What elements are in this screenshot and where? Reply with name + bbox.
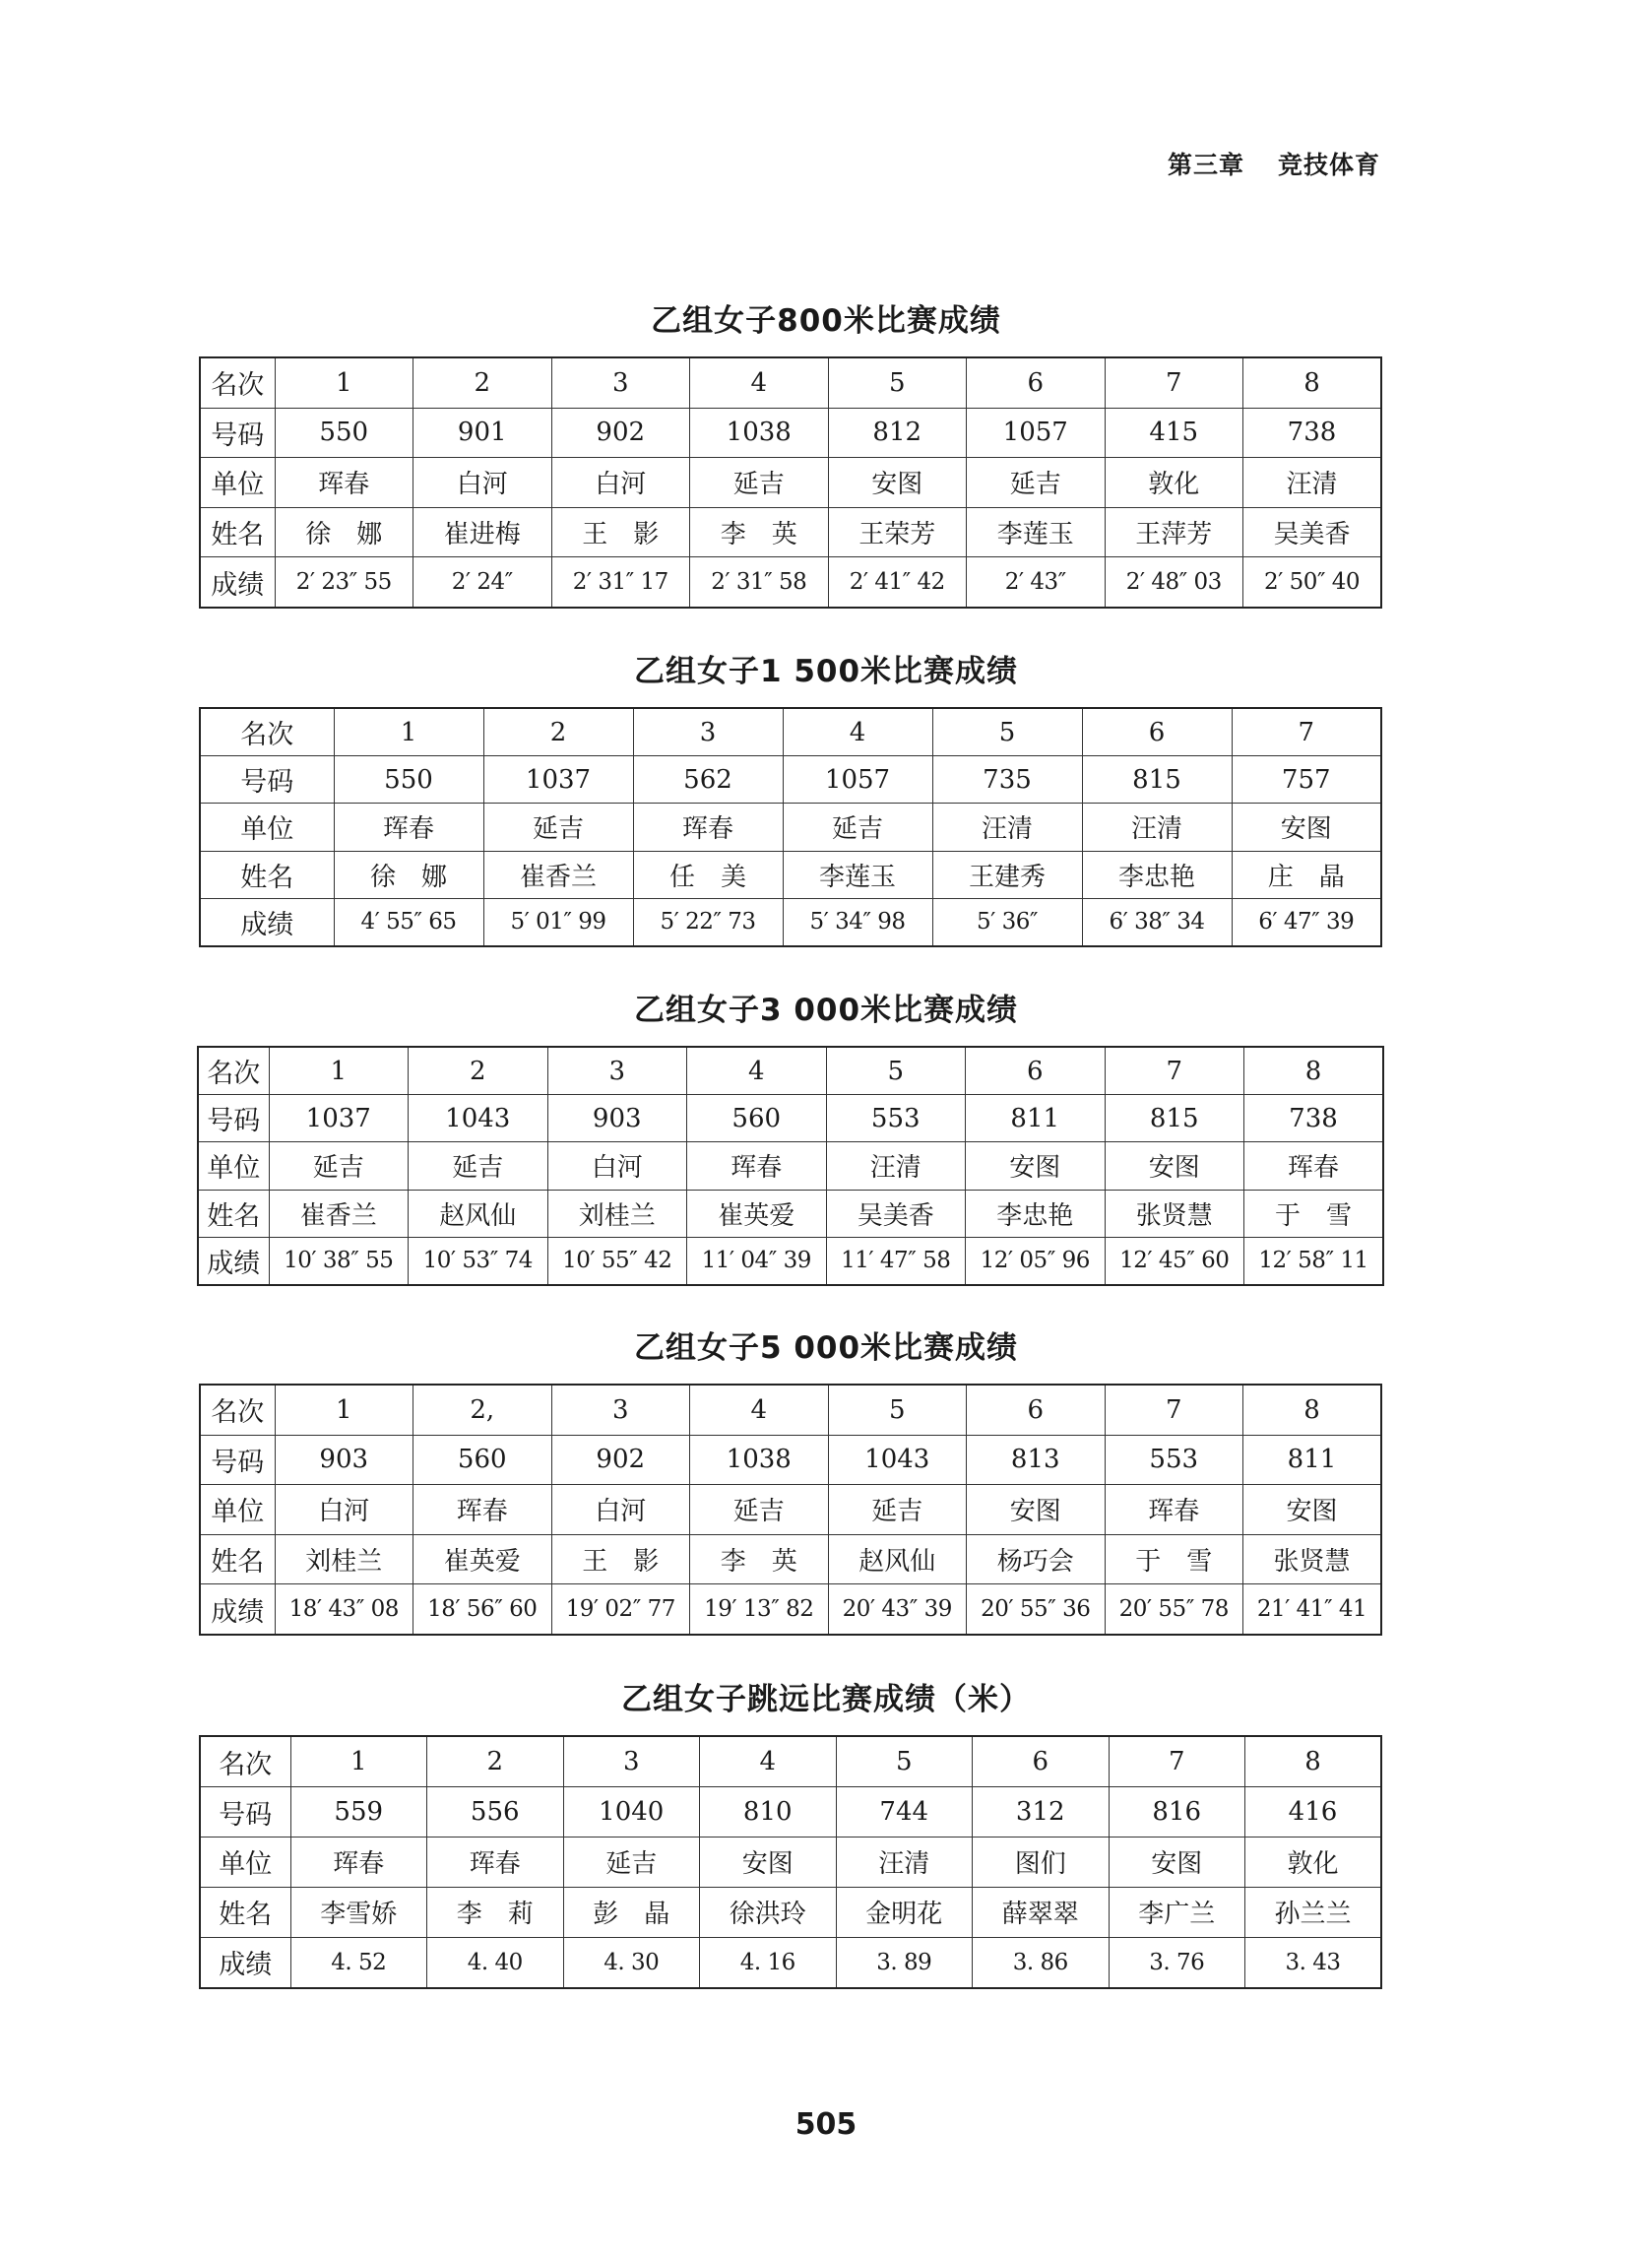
cell-name: 王萍芳	[1105, 507, 1243, 557]
cell-number: 903	[275, 1435, 413, 1485]
row-label: 成绩	[200, 898, 334, 946]
cell-number: 744	[836, 1787, 973, 1838]
row-label: 单位	[200, 804, 334, 851]
name-row	[200, 1887, 1381, 1937]
cell-name: 李莲玉	[967, 507, 1106, 557]
cell-unit: 安图	[1243, 1485, 1382, 1535]
cell-name: 吴美香	[826, 1190, 966, 1237]
cell-name: 李 英	[690, 507, 829, 557]
cell-name: 薛翠翠	[973, 1887, 1110, 1937]
cell-number: 562	[633, 756, 783, 804]
cell-rank: 1	[275, 357, 413, 408]
number-row	[200, 408, 1381, 458]
unit-row	[200, 458, 1381, 508]
cell-score: 3. 43	[1245, 1937, 1382, 1988]
cell-name: 李 莉	[427, 1887, 564, 1937]
cell-score: 11′ 04″ 39	[687, 1237, 827, 1285]
cell-number: 1057	[783, 756, 932, 804]
cell-score: 19′ 02″ 77	[551, 1584, 690, 1635]
cell-score: 2′ 41″ 42	[828, 557, 967, 608]
cell-name: 刘桂兰	[547, 1190, 687, 1237]
row-label: 号码	[200, 756, 334, 804]
number-row	[200, 1435, 1381, 1485]
number-row	[198, 1095, 1383, 1142]
cell-score: 19′ 13″ 82	[690, 1584, 829, 1635]
cell-number: 1040	[563, 1787, 700, 1838]
cell-rank: 5	[826, 1047, 966, 1095]
cell-name: 李广兰	[1109, 1887, 1245, 1937]
name-row	[200, 507, 1381, 557]
cell-score: 6′ 47″ 39	[1232, 898, 1381, 946]
cell-name: 赵风仙	[409, 1190, 548, 1237]
rank-row	[200, 708, 1381, 756]
score-row	[198, 1237, 1383, 1285]
cell-number: 1037	[483, 756, 633, 804]
cell-unit: 敦化	[1245, 1838, 1382, 1888]
cell-number: 550	[275, 408, 413, 458]
cell-unit: 白河	[547, 1142, 687, 1190]
cell-number: 1037	[269, 1095, 409, 1142]
cell-name: 彭 晶	[563, 1887, 700, 1937]
cell-rank: 1	[290, 1736, 427, 1787]
cell-rank: 2	[427, 1736, 564, 1787]
cell-number: 810	[700, 1787, 837, 1838]
cell-rank: 8	[1243, 1385, 1382, 1435]
cell-name: 王建秀	[932, 851, 1082, 898]
cell-unit: 汪清	[932, 804, 1082, 851]
cell-number: 738	[1244, 1095, 1384, 1142]
rank-row	[198, 1047, 1383, 1095]
cell-rank: 4	[690, 357, 829, 408]
cell-score: 3. 86	[973, 1937, 1110, 1988]
table-title-long-jump: 乙组女子跳远比赛成绩（米）	[621, 1682, 1031, 1717]
cell-name: 徐 娜	[334, 851, 483, 898]
cell-rank: 2	[483, 708, 633, 756]
cell-rank: 7	[1232, 708, 1381, 756]
section-5000m	[0, 1322, 1652, 1367]
row-label: 名次	[200, 1385, 275, 1435]
cell-unit: 安图	[1232, 804, 1381, 851]
rank-row	[200, 357, 1381, 408]
row-label: 名次	[200, 357, 275, 408]
cell-rank: 1	[275, 1385, 413, 1435]
section-1500m	[0, 646, 1652, 690]
unit-row	[200, 804, 1381, 851]
chapter-title: 竞技体育	[1277, 151, 1380, 179]
cell-number: 560	[413, 1435, 552, 1485]
cell-name: 孙兰兰	[1245, 1887, 1382, 1937]
cell-rank: 5	[828, 357, 967, 408]
cell-rank: 3	[563, 1736, 700, 1787]
row-label: 单位	[200, 1485, 275, 1535]
cell-rank: 7	[1109, 1736, 1245, 1787]
cell-name: 刘桂兰	[275, 1534, 413, 1584]
cell-unit: 延吉	[690, 458, 829, 508]
cell-rank: 8	[1244, 1047, 1384, 1095]
cell-rank: 7	[1105, 1385, 1243, 1435]
cell-rank: 8	[1243, 357, 1382, 408]
cell-unit: 珲春	[413, 1485, 552, 1535]
results-table-long-jump	[199, 1735, 1382, 1989]
row-label: 单位	[198, 1142, 269, 1190]
cell-name: 张贤慧	[1243, 1534, 1382, 1584]
cell-unit: 安图	[1109, 1838, 1245, 1888]
cell-score: 10′ 38″ 55	[269, 1237, 409, 1285]
cell-rank: 5	[828, 1385, 967, 1435]
cell-name: 王荣芳	[828, 507, 967, 557]
cell-score: 3. 76	[1109, 1937, 1245, 1988]
cell-unit: 延吉	[690, 1485, 829, 1535]
unit-row	[198, 1142, 1383, 1190]
cell-rank: 5	[932, 708, 1082, 756]
cell-number: 416	[1245, 1787, 1382, 1838]
cell-score: 20′ 55″ 36	[967, 1584, 1106, 1635]
cell-rank: 2,	[413, 1385, 552, 1435]
cell-rank: 4	[690, 1385, 829, 1435]
cell-number: 757	[1232, 756, 1381, 804]
cell-rank: 3	[551, 357, 690, 408]
cell-name: 杨巧会	[967, 1534, 1106, 1584]
cell-unit: 安图	[966, 1142, 1106, 1190]
cell-rank: 1	[269, 1047, 409, 1095]
cell-number: 1038	[690, 1435, 829, 1485]
cell-score: 2′ 31″ 17	[551, 557, 690, 608]
cell-score: 11′ 47″ 58	[826, 1237, 966, 1285]
cell-number: 902	[551, 408, 690, 458]
rank-row	[200, 1385, 1381, 1435]
cell-unit: 延吉	[967, 458, 1106, 508]
cell-score: 10′ 53″ 74	[409, 1237, 548, 1285]
cell-unit: 珲春	[275, 458, 413, 508]
results-table-3000m	[197, 1046, 1384, 1286]
cell-number: 735	[932, 756, 1082, 804]
row-label: 名次	[200, 1736, 290, 1787]
cell-score: 5′ 22″ 73	[633, 898, 783, 946]
cell-unit: 延吉	[483, 804, 633, 851]
row-label: 姓名	[200, 507, 275, 557]
cell-unit: 珲春	[334, 804, 483, 851]
cell-rank: 7	[1105, 1047, 1244, 1095]
cell-number: 553	[826, 1095, 966, 1142]
score-row	[200, 557, 1381, 608]
cell-score: 12′ 45″ 60	[1105, 1237, 1244, 1285]
cell-score: 10′ 55″ 42	[547, 1237, 687, 1285]
cell-unit: 汪清	[1082, 804, 1232, 851]
cell-number: 901	[413, 408, 552, 458]
number-row	[200, 1787, 1381, 1838]
cell-score: 2′ 24″	[413, 557, 552, 608]
cell-unit: 敦化	[1105, 458, 1243, 508]
cell-number: 1038	[690, 408, 829, 458]
rank-row	[200, 1736, 1381, 1787]
cell-score: 12′ 58″ 11	[1244, 1237, 1384, 1285]
row-label: 号码	[200, 1435, 275, 1485]
cell-score: 2′ 48″ 03	[1105, 557, 1243, 608]
cell-rank: 6	[967, 357, 1106, 408]
cell-unit: 珲春	[1105, 1485, 1243, 1535]
cell-number: 1043	[409, 1095, 548, 1142]
name-row	[198, 1190, 1383, 1237]
cell-score: 3. 89	[836, 1937, 973, 1988]
cell-number: 559	[290, 1787, 427, 1838]
cell-name: 徐洪玲	[700, 1887, 837, 1937]
cell-number: 813	[967, 1435, 1106, 1485]
cell-unit: 白河	[551, 458, 690, 508]
cell-unit: 安图	[1105, 1142, 1244, 1190]
cell-name: 崔英爱	[413, 1534, 552, 1584]
cell-number: 902	[551, 1435, 690, 1485]
row-label: 号码	[198, 1095, 269, 1142]
cell-score: 2′ 43″	[967, 557, 1106, 608]
cell-name: 王 影	[551, 507, 690, 557]
cell-score: 20′ 55″ 78	[1105, 1584, 1243, 1635]
cell-unit: 延吉	[409, 1142, 548, 1190]
cell-unit: 安图	[700, 1838, 837, 1888]
cell-name: 吴美香	[1243, 507, 1382, 557]
number-row	[200, 756, 1381, 804]
score-row	[200, 898, 1381, 946]
cell-rank: 6	[966, 1047, 1106, 1095]
row-label: 名次	[198, 1047, 269, 1095]
cell-rank: 3	[633, 708, 783, 756]
cell-unit: 安图	[828, 458, 967, 508]
cell-rank: 8	[1245, 1736, 1382, 1787]
cell-number: 812	[828, 408, 967, 458]
cell-number: 816	[1109, 1787, 1245, 1838]
chapter-label: 第三章	[1167, 151, 1244, 179]
cell-unit: 延吉	[269, 1142, 409, 1190]
cell-number: 815	[1105, 1095, 1244, 1142]
cell-score: 5′ 36″	[932, 898, 1082, 946]
cell-name: 崔英爱	[687, 1190, 827, 1237]
cell-name: 任 美	[633, 851, 783, 898]
cell-number: 560	[687, 1095, 827, 1142]
cell-name: 崔进梅	[413, 507, 552, 557]
cell-name: 李忠艳	[966, 1190, 1106, 1237]
cell-unit: 白河	[413, 458, 552, 508]
cell-unit: 延吉	[563, 1838, 700, 1888]
cell-unit: 汪清	[826, 1142, 966, 1190]
cell-number: 312	[973, 1787, 1110, 1838]
cell-name: 崔香兰	[483, 851, 633, 898]
cell-number: 815	[1082, 756, 1232, 804]
cell-number: 1043	[828, 1435, 967, 1485]
section-3000m	[0, 985, 1652, 1029]
row-label: 姓名	[198, 1190, 269, 1237]
cell-name: 徐 娜	[275, 507, 413, 557]
cell-name: 金明花	[836, 1887, 973, 1937]
cell-rank: 4	[783, 708, 932, 756]
cell-score: 5′ 34″ 98	[783, 898, 932, 946]
row-label: 姓名	[200, 1887, 290, 1937]
cell-number: 1057	[967, 408, 1106, 458]
cell-name: 于 雪	[1244, 1190, 1384, 1237]
cell-unit: 白河	[551, 1485, 690, 1535]
cell-rank: 3	[547, 1047, 687, 1095]
cell-number: 903	[547, 1095, 687, 1142]
cell-number: 556	[427, 1787, 564, 1838]
cell-unit: 白河	[275, 1485, 413, 1535]
cell-name: 崔香兰	[269, 1190, 409, 1237]
row-label: 单位	[200, 1838, 290, 1888]
cell-rank: 4	[700, 1736, 837, 1787]
cell-score: 21′ 41″ 41	[1243, 1584, 1382, 1635]
cell-score: 5′ 01″ 99	[483, 898, 633, 946]
cell-number: 811	[966, 1095, 1106, 1142]
cell-rank: 7	[1105, 357, 1243, 408]
cell-name: 李忠艳	[1082, 851, 1232, 898]
cell-unit: 安图	[967, 1485, 1106, 1535]
cell-unit: 珲春	[1244, 1142, 1384, 1190]
cell-score: 4′ 55″ 65	[334, 898, 483, 946]
cell-rank: 2	[413, 357, 552, 408]
cell-score: 18′ 56″ 60	[413, 1584, 552, 1635]
results-table-1500m	[199, 707, 1382, 947]
cell-rank: 6	[967, 1385, 1106, 1435]
cell-score: 2′ 31″ 58	[690, 557, 829, 608]
cell-name: 李 英	[690, 1534, 829, 1584]
cell-score: 4. 30	[563, 1937, 700, 1988]
name-row	[200, 1534, 1381, 1584]
cell-rank: 4	[687, 1047, 827, 1095]
cell-name: 李莲玉	[783, 851, 932, 898]
results-table-5000m	[199, 1384, 1382, 1636]
cell-rank: 6	[973, 1736, 1110, 1787]
cell-unit: 珲春	[687, 1142, 827, 1190]
row-label: 名次	[200, 708, 334, 756]
row-label: 号码	[200, 408, 275, 458]
cell-score: 4. 40	[427, 1937, 564, 1988]
cell-name: 李雪娇	[290, 1887, 427, 1937]
cell-number: 553	[1105, 1435, 1243, 1485]
results-table-800m	[199, 356, 1382, 609]
cell-name: 赵风仙	[828, 1534, 967, 1584]
unit-row	[200, 1485, 1381, 1535]
cell-rank: 2	[409, 1047, 548, 1095]
cell-score: 4. 52	[290, 1937, 427, 1988]
row-label: 姓名	[200, 851, 334, 898]
table-title-1500m: 乙组女子1 500米比赛成绩	[633, 654, 1019, 689]
cell-unit: 珲春	[427, 1838, 564, 1888]
name-row	[200, 851, 1381, 898]
cell-score: 2′ 50″ 40	[1243, 557, 1382, 608]
row-label: 成绩	[198, 1237, 269, 1285]
score-row	[200, 1584, 1381, 1635]
row-label: 成绩	[200, 557, 275, 608]
cell-number: 415	[1105, 408, 1243, 458]
cell-unit: 延吉	[828, 1485, 967, 1535]
cell-unit: 图们	[973, 1838, 1110, 1888]
page-header	[1168, 146, 1380, 181]
cell-score: 12′ 05″ 96	[966, 1237, 1106, 1285]
cell-name: 张贤慧	[1105, 1190, 1244, 1237]
row-label: 姓名	[200, 1534, 275, 1584]
cell-rank: 1	[334, 708, 483, 756]
score-row	[200, 1937, 1381, 1988]
cell-score: 4. 16	[700, 1937, 837, 1988]
row-label: 号码	[200, 1787, 290, 1838]
cell-rank: 5	[836, 1736, 973, 1787]
unit-row	[200, 1838, 1381, 1888]
section-800m	[0, 295, 1652, 340]
cell-number: 811	[1243, 1435, 1382, 1485]
cell-number: 738	[1243, 408, 1382, 458]
cell-unit: 珲春	[290, 1838, 427, 1888]
cell-unit: 延吉	[783, 804, 932, 851]
cell-number: 550	[334, 756, 483, 804]
cell-unit: 汪清	[836, 1838, 973, 1888]
cell-name: 庄 晶	[1232, 851, 1381, 898]
row-label: 成绩	[200, 1937, 290, 1988]
cell-score: 2′ 23″ 55	[275, 557, 413, 608]
section-long-jump	[0, 1674, 1652, 1718]
cell-score: 6′ 38″ 34	[1082, 898, 1232, 946]
cell-name: 于 雪	[1105, 1534, 1243, 1584]
cell-score: 18′ 43″ 08	[275, 1584, 413, 1635]
cell-unit: 珲春	[633, 804, 783, 851]
cell-rank: 3	[551, 1385, 690, 1435]
row-label: 成绩	[200, 1584, 275, 1635]
table-title-5000m: 乙组女子5 000米比赛成绩	[633, 1330, 1019, 1366]
table-title-800m: 乙组女子800米比赛成绩	[651, 303, 1001, 339]
cell-score: 20′ 43″ 39	[828, 1584, 967, 1635]
row-label: 单位	[200, 458, 275, 508]
table-title-3000m: 乙组女子3 000米比赛成绩	[633, 993, 1019, 1028]
cell-unit: 汪清	[1243, 458, 1382, 508]
cell-name: 王 影	[551, 1534, 690, 1584]
page-number: 505	[794, 2107, 858, 2142]
cell-rank: 6	[1082, 708, 1232, 756]
